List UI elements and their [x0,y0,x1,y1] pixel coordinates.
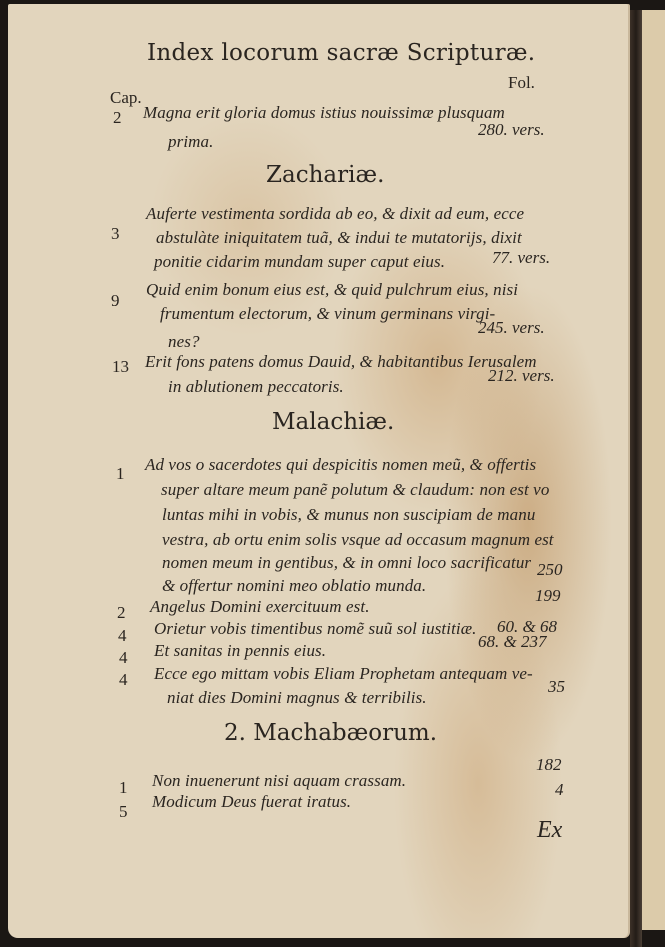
chapter-number: 4 [119,670,128,689]
section-heading-malachiae: Malachiæ. [272,409,395,435]
entry-line: Quid enim bonum eius est, & quid pulchrum eius, nisi [146,280,519,299]
folio-reference: 212. vers. [488,366,555,385]
folio-reference: 182 [536,755,562,774]
column-head-cap: Cap. [110,88,142,107]
chapter-number: 1 [116,464,125,483]
folio-reference: 60. & 68 [497,617,557,636]
entry-line: Orietur vobis timentibus nomẽ suũ sol iustitiæ. [154,619,477,638]
entry-line: Modicum Deus fuerat iratus. [152,792,352,811]
entry-line: luntas mihi in vobis, & munus non suscipiam de manu [162,505,536,524]
chapter-number: 4 [119,648,128,667]
entry-line: Erit fons patens domus Dauid, & habitantibus Ierusalem [145,352,537,371]
book-gutter [630,10,642,947]
entry-line: vestra, ab ortu enim solis vsque ad occasum magnum est [162,530,554,549]
folio-reference: 199 [535,586,561,605]
entry-line: Magna erit gloria domus istius nouissimæ plusquam [143,103,505,122]
folio-reference: 245. vers. [478,318,545,337]
running-title: Index locorum sacræ Scripturæ. [147,40,536,66]
chapter-number: 2 [117,603,126,622]
entry-line: frumentum electorum, & vinum germinans virgi- [160,304,496,323]
entry-line: in ablutionem peccatoris. [168,377,344,396]
chapter-number: 5 [119,802,128,821]
entry-line: niat dies Domini magnus & terribilis. [167,688,427,707]
section-heading-zachariae: Zachariæ. [266,162,385,188]
entry-line: Et sanitas in pennis eius. [154,641,327,660]
entry-line: Angelus Domini exercituum est. [150,597,370,616]
entry-line: Ad vos o sacerdotes qui despicitis nomen meũ, & offertis [145,455,537,474]
folio-reference: 4 [555,780,564,799]
entry-line: prima. [168,132,214,151]
entry-line: nes? [168,332,200,351]
section-heading-machabaeorum: 2. Machabæorum. [224,720,438,746]
folio-reference: 77. vers. [492,248,551,267]
column-head-fol: Fol. [508,73,535,92]
folio-reference: 68. & 237 [478,632,547,651]
chapter-number: 13 [112,357,129,376]
chapter-number: 4 [118,626,127,645]
entry-line: & offertur nomini meo oblatio munda. [162,576,427,595]
chapter-number: 9 [111,291,120,310]
entry-line: super altare meum panẽ polutum & claudum: non est vo [161,480,550,499]
entry-line: Auferte vestimenta sordida ab eo, & dixit ad eum, ecce [146,204,525,223]
facing-page-edge [642,10,665,930]
entry-line: Non inuenerunt nisi aquam crassam. [152,771,407,790]
entry-line: Ecce ego mittam vobis Eliam Prophetam antequam ve- [154,664,533,683]
folio-reference: 280. vers. [478,120,545,139]
entry-line: nomen meum in gentibus, & in omni loco sacrificatur [162,553,532,572]
folio-reference: 250 [537,560,563,579]
chapter-number: 2 [113,108,122,127]
entry-line: ponitie cidarim mundam super caput eius. [154,252,446,271]
chapter-number: 3 [111,224,120,243]
chapter-number: 1 [119,778,128,797]
catchword: Ex [537,817,563,843]
folio-reference: 35 [548,677,565,696]
entry-line: abstulàte iniquitatem tuã, & indui te mutatorijs, dixit [156,228,522,247]
